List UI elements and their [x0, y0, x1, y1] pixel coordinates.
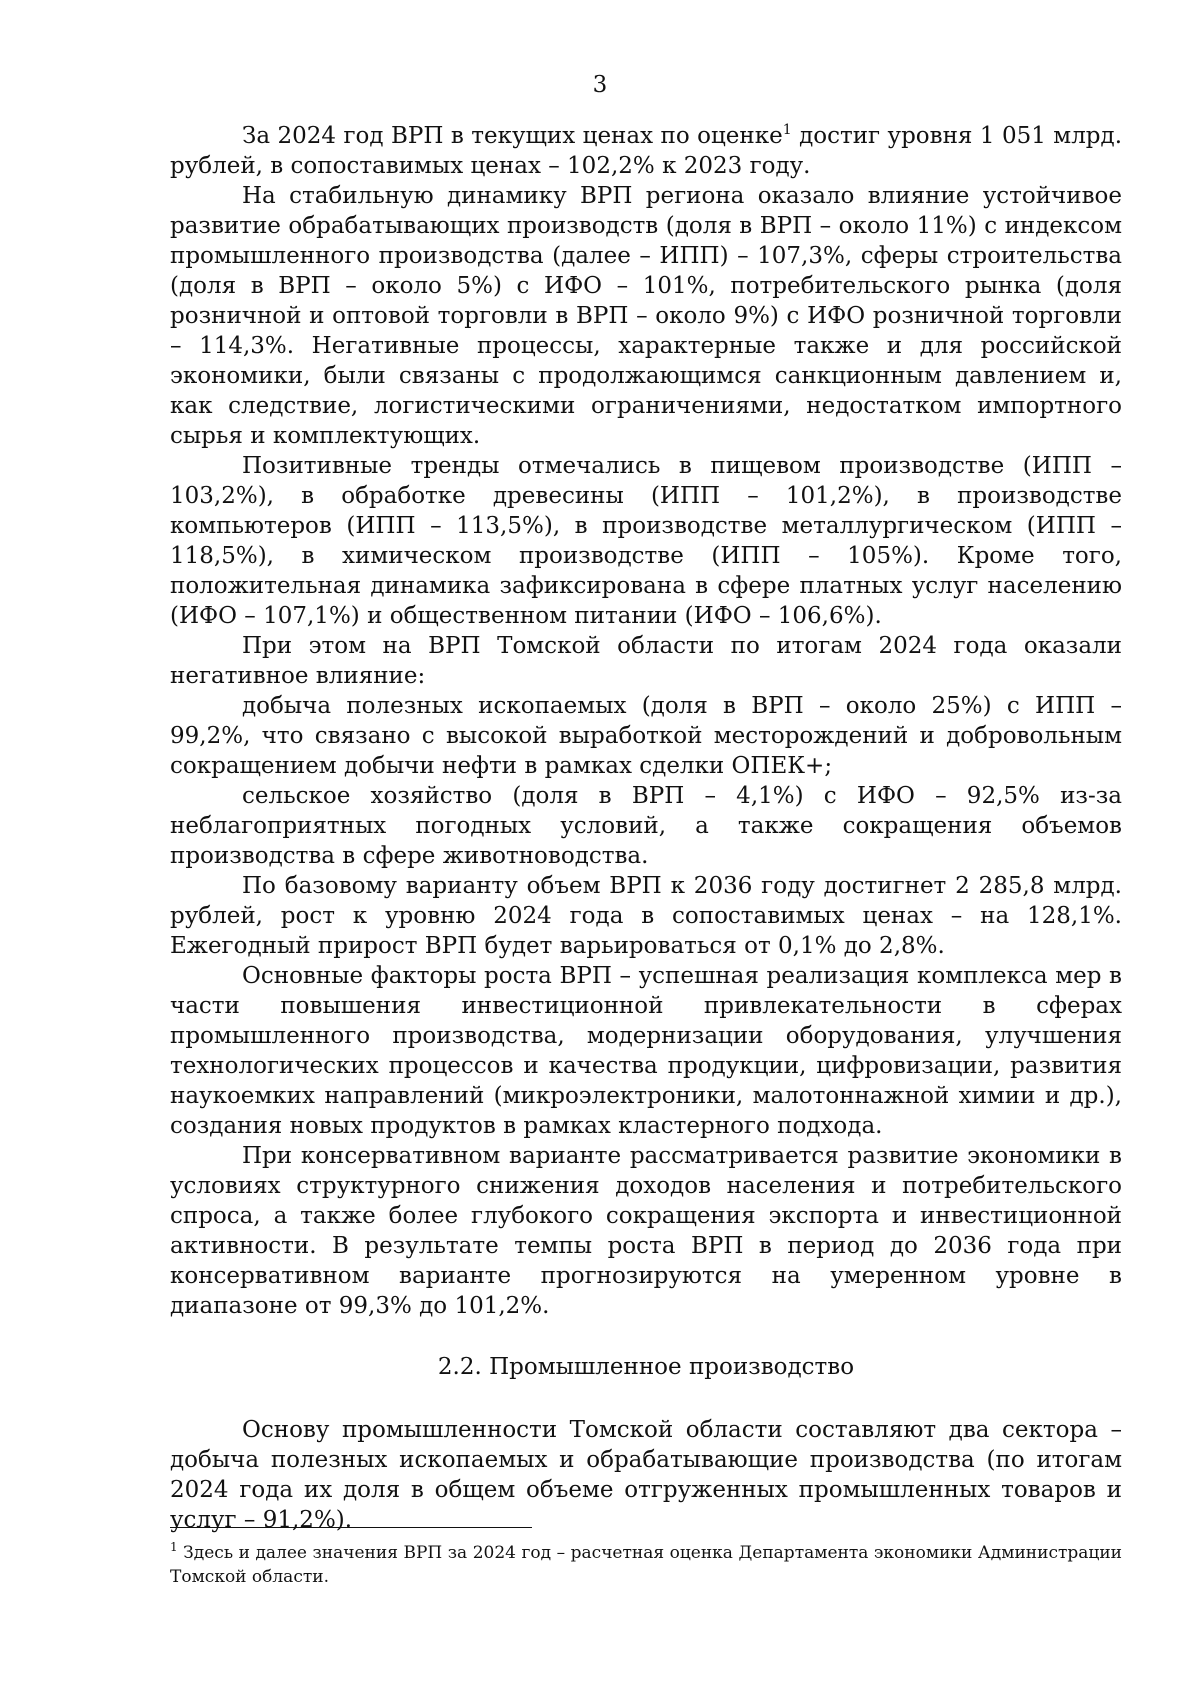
footnote-text: Здесь и далее значения ВРП за 2024 год – расчетная оценка Департамента экономики Администрации Томской области.: [170, 1543, 1122, 1587]
list-item-mining: добыча полезных ископаемых (доля в ВРП – около 25%) с ИПП – 99,2%, что связано с высокой выработкой месторождений и добровольным сокращением добычи нефти в рамках сделки ОПЕК+;: [170, 693, 1122, 779]
paragraph-grp-2024: [170, 121, 1122, 181]
paragraph-text: За 2024 год ВРП в текущих ценах по оценке: [242, 123, 783, 149]
paragraph-conservative-scenario: При консервативном варианте рассматривается развитие экономики в условиях структурного снижения доходов населения и потребительского спроса, а также более глубокого сокращения экспорта и инвестиционной активности. В результате темпы роста ВРП в период до 2036 года при консервативном варианте прогнозируются на умеренном уровне в диапазоне от 99,3% до 101,2%.: [170, 1143, 1122, 1319]
paragraph-positive-trends: Позитивные тренды отмечались в пищевом производстве (ИПП – 103,2%), в обработке древесины (ИПП – 101,2%), в производстве компьютеров (ИПП – 113,5%), в производстве металлургическом (ИПП – 118,5%), в химическом производстве (ИПП – 105%). Кроме того, положительная динамика зафиксирована в сфере платных услуг населению (ИФО – 107,1%) и общественном питании (ИФО – 106,6%).: [170, 453, 1122, 629]
list-item-agriculture: сельское хозяйство (доля в ВРП – 4,1%) с ИФО – 92,5% из-за неблагоприятных погодных условий, а также сокращения объемов производства в сфере животноводства.: [170, 783, 1122, 869]
paragraph-base-scenario: По базовому варианту объем ВРП к 2036 году достигнет 2 285,8 млрд. рублей, рост к уровню 2024 года в сопоставимых ценах – на 128,1%. Ежегодный прирост ВРП будет варьироваться от 0,1% до 2,8%.: [170, 873, 1122, 959]
paragraph-growth-factors: Основные факторы роста ВРП – успешная реализация комплекса мер в части повышения инвестиционной привлекательности в сферах промышленного производства, модернизации оборудования, улучшения технологических процессов и качества продукции, цифровизации, развития наукоемких направлений (микроэлектроники, малотоннажной химии и др.), создания новых продуктов в рамках кластерного подхода.: [170, 963, 1122, 1139]
footnote: [170, 1541, 1122, 1589]
paragraph-negative-intro: При этом на ВРП Томской области по итогам 2024 года оказали негативное влияние:: [170, 633, 1122, 689]
footnote-marker: 1: [170, 1540, 178, 1554]
footnote-reference: 1: [782, 122, 792, 138]
paragraph-grp-dynamics: На стабильную динамику ВРП региона оказало влияние устойчивое развитие обрабатывающих производств (доля в ВРП – около 11%) с индексом промышленного производства (далее – ИПП) – 107,3%, сферы строительства (доля в ВРП – около 5%) с ИФО – 101%, потребительского рынка (доля розничной и оптовой торговли в ВРП – около 9%) с ИФО розничной торговли – 114,3%. Негативные процессы, характерные также и для российской экономики, были связаны с продолжающимся санкционным давлением и, как следствие, логистическими ограничениями, недостатком импортного сырья и комплектующих.: [170, 183, 1122, 449]
paragraph-text: достиг уровня 1 051 млрд. рублей, в сопоставимых ценах – 102,2% к 2023 году.: [170, 123, 1123, 179]
body-text: [170, 121, 1122, 1535]
footnote-divider: [170, 1527, 532, 1528]
paragraph-industry: Основу промышленности Томской области составляют два сектора – добыча полезных ископаемых и обрабатывающие производства (по итогам 2024 года их доля в общем объеме отгруженных промышленных товаров и услуг – 91,2%).: [170, 1417, 1122, 1533]
page-number: 3: [592, 72, 608, 98]
section-heading: 2.2. Промышленное производство: [437, 1354, 855, 1380]
